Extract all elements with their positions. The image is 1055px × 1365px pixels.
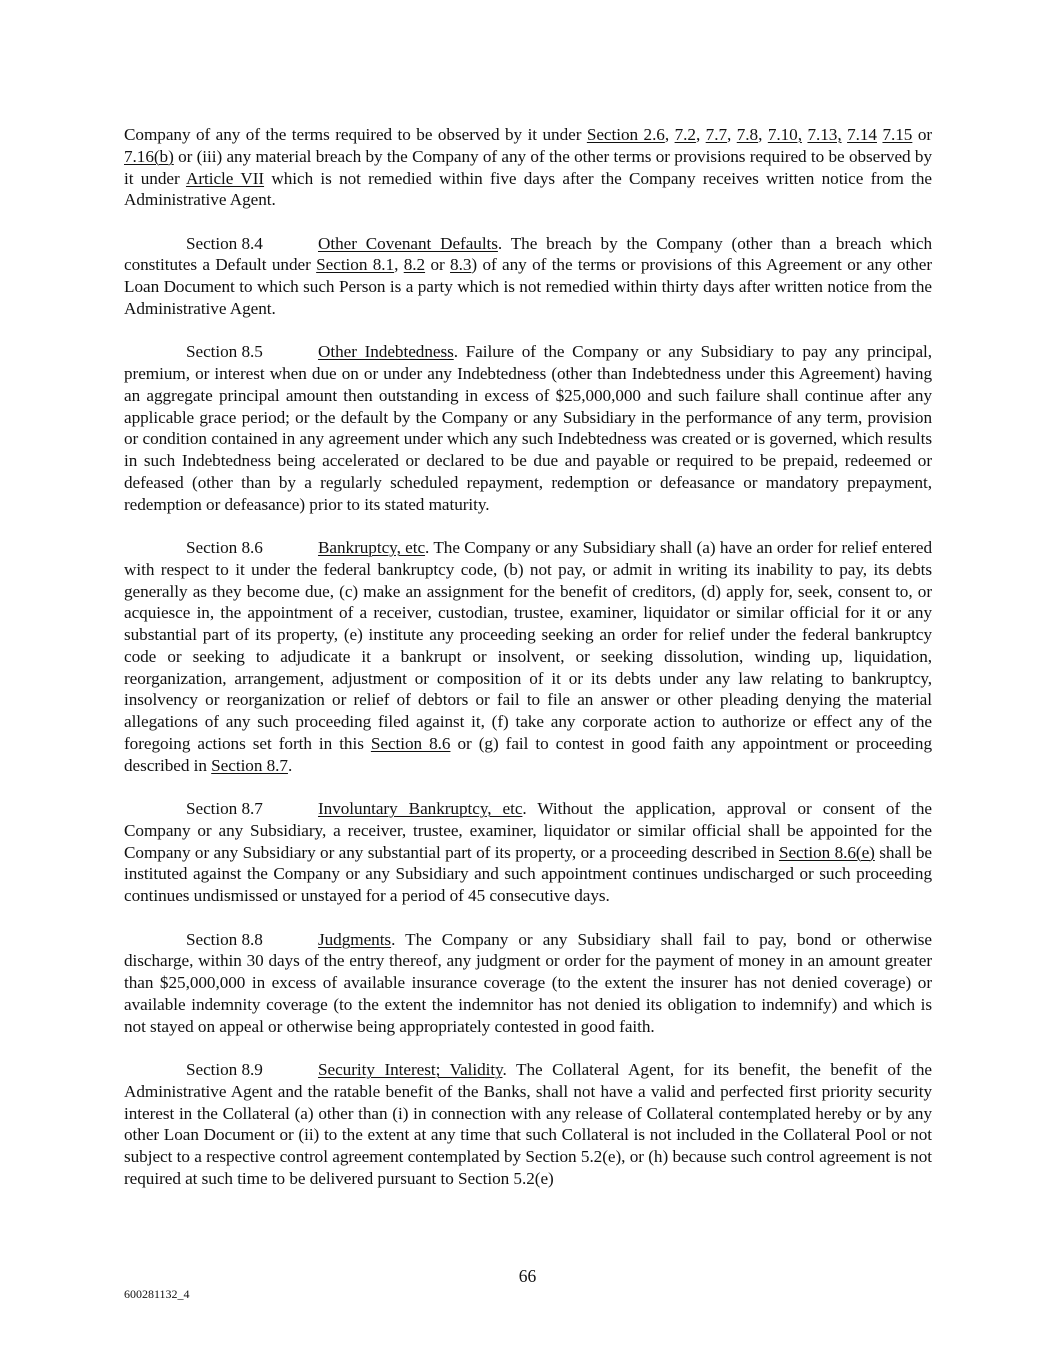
section-body [124, 342, 932, 513]
cross-reference: 7.7 [705, 125, 728, 144]
section-8-8 [124, 929, 932, 1038]
cross-reference: 7.13, [807, 125, 842, 144]
section-heading: Security Interest; Validity [318, 1060, 503, 1079]
text-run: . [287, 755, 293, 775]
text-run: which is not remedied within five days after the Company receives written notice from the Administrative Agent. [124, 168, 932, 210]
cross-reference: Section 8.7 [211, 755, 288, 775]
document-page [124, 124, 932, 1211]
text-run: or [912, 125, 933, 144]
text-run: . Failure of the Company or any Subsidiary to pay any principal, premium, or interest when due on or under any Indebtedness (other than Indebtedness under this Agreement) having an aggregate principal amount then outstanding in excess of $25,000,000 and such failure shall continue after any applicable grace period; or the default by the Company or any Subsidiary in the performance of any term, provision or condition contained in any agreement under which any such Indebtedness was created or is governed, which results in such Indebtedness being accelerated or declared to be due and payable or required to be prepaid, redeemed or defeased (other than by a regularly scheduled repayment, redemption or defeasance or mandatory prepayment, redemption or defeasance) prior to its stated maturity. [124, 342, 932, 514]
cross-reference: Section 8.1 [316, 255, 395, 275]
text-run: , [727, 125, 737, 144]
cross-reference: 7.8 [736, 125, 759, 144]
cross-reference: Section 8.6(e) [778, 842, 875, 862]
text-run: . The Collateral Agent, for its benefit, the benefit of the Administrative Agent and the ratable benefit of the Banks, shall not have a valid and perfected first priority security interest in the Collateral (a) other than (i) in connection with any release of Collateral contemplated hereby or by any other Loan Document or (ii) to the extent at any time that such Collateral is not included in the Collateral Pool or not subject to a respective control agreement contemplated by Section 5.2(e), or (h) because such control agreement is not required at such time to be delivered pursuant to Section 5.2(e) [124, 1060, 932, 1188]
section-8-5 [124, 341, 932, 515]
text-run: shall be instituted against the Company or any Subsidiary and such appointment continues undischarged or such proceeding continues undismissed or unstayed for a period of 45 consecutive days. [124, 842, 933, 905]
cross-reference: 8.2 [403, 255, 426, 275]
cross-reference: 7.2 [674, 125, 696, 144]
cross-reference: 7.14 [847, 125, 877, 144]
section-number: Section 8.9 [186, 1060, 263, 1079]
text-run: or [425, 255, 451, 275]
cross-reference: Article VII [185, 168, 265, 188]
text-run: or (g) fail to contest in good faith any appointment or proceeding described in [124, 733, 932, 775]
section-heading: Bankruptcy, etc [318, 538, 426, 557]
section-body [124, 538, 932, 775]
text-run: Company of any of the terms required to be observed by it under [124, 125, 587, 144]
cross-reference: 8.3 [450, 255, 472, 275]
section-number: Section 8.5 [186, 342, 263, 362]
text-run: . The Company or any Subsidiary shall (a) have an order for relief entered with respect to it under the federal bankruptcy code, (b) not pay, or admit in writing its inability to pay, its debts generally as they become due, (c) make an assignment for the benefit of creditors, (d) apply for, seek, consent to, or acquiesce in, the appointment of a receiver, custodian, trustee, examiner, liquidator or similar official for it or any substantial part of its property, (e) institute any proceeding seeking an order for relief under the federal bankruptcy code or seeking to adjudicate it a bankrupt or insolvent, or seeking dissolution, winding up, liquidation, reorganization, arrangement, adjustment or composition of it or its debts under any law relating to bankruptcy, insolvency or reorganization or relief of debtors or fail to file an answer or other pleading denying the material allegations of any such proceeding filed against it, (f) take any corporate action to authorize or effect any of the foregoing actions set forth in this [124, 538, 932, 753]
cross-reference: 7.15 [882, 125, 913, 144]
text-run: . The Company or any Subsidiary shall fail to pay, bond or otherwise discharge, within 30 days of the entry thereof, any judgment or order for the payment of money in an amount greater than $25,000,000 in excess of available insurance coverage (to the extent the insurer has not denied coverage) or available indemnity coverage (to the extent the indemnitor has not denied its obligation to indemnify) and which is not stayed on appeal or otherwise being appropriately contested in good faith. [124, 929, 932, 1036]
text-run: , [758, 125, 768, 144]
text-run: , [664, 125, 675, 144]
text-run: . The breach by the Company (other than a breach which constitutes a Default under [124, 233, 932, 275]
section-heading: Other Covenant Defaults [318, 233, 498, 253]
text-run: , [695, 125, 706, 144]
text-run: or (iii) any material breach by the Company of any of the other terms or provisions required to be observed by it under [124, 146, 932, 188]
continuation-paragraph [124, 124, 932, 211]
page-number: 66 [518, 1266, 537, 1286]
section-number: Section 8.4 [186, 233, 263, 253]
cross-reference: 7.10, [767, 125, 802, 144]
section-heading: Judgments [318, 929, 392, 949]
section-8-7 [124, 798, 932, 907]
text-run: . Without the application, approval or consent of the Company or any Subsidiary, a receiver, trustee, examiner, liquidator or similar official shall be appointed for the Company or any Subsidiary or any substantial part of its property, or a proceeding described in [124, 799, 932, 862]
section-heading: Involuntary Bankruptcy, etc [318, 799, 523, 818]
text-run: , [394, 255, 404, 275]
cross-reference: Section 8.6 [370, 733, 451, 753]
section-8-9 [124, 1059, 932, 1190]
section-number: Section 8.7 [186, 799, 263, 818]
section-8-6 [124, 537, 932, 776]
section-8-4 [124, 233, 932, 320]
section-number: Section 8.8 [186, 929, 263, 949]
cross-reference: Section 2.6 [586, 125, 665, 144]
section-number: Section 8.6 [186, 538, 263, 557]
cross-reference: 7.16(b) [124, 146, 174, 166]
document-id: 600281132_4 [124, 1287, 190, 1301]
text-run: ) of any of the terms or provisions of this Agreement or any other Loan Document to which such Person is a party which is not remedied within thirty days after written notice from the Administrative Agent. [124, 255, 932, 318]
section-heading: Other Indebtedness [318, 342, 454, 362]
